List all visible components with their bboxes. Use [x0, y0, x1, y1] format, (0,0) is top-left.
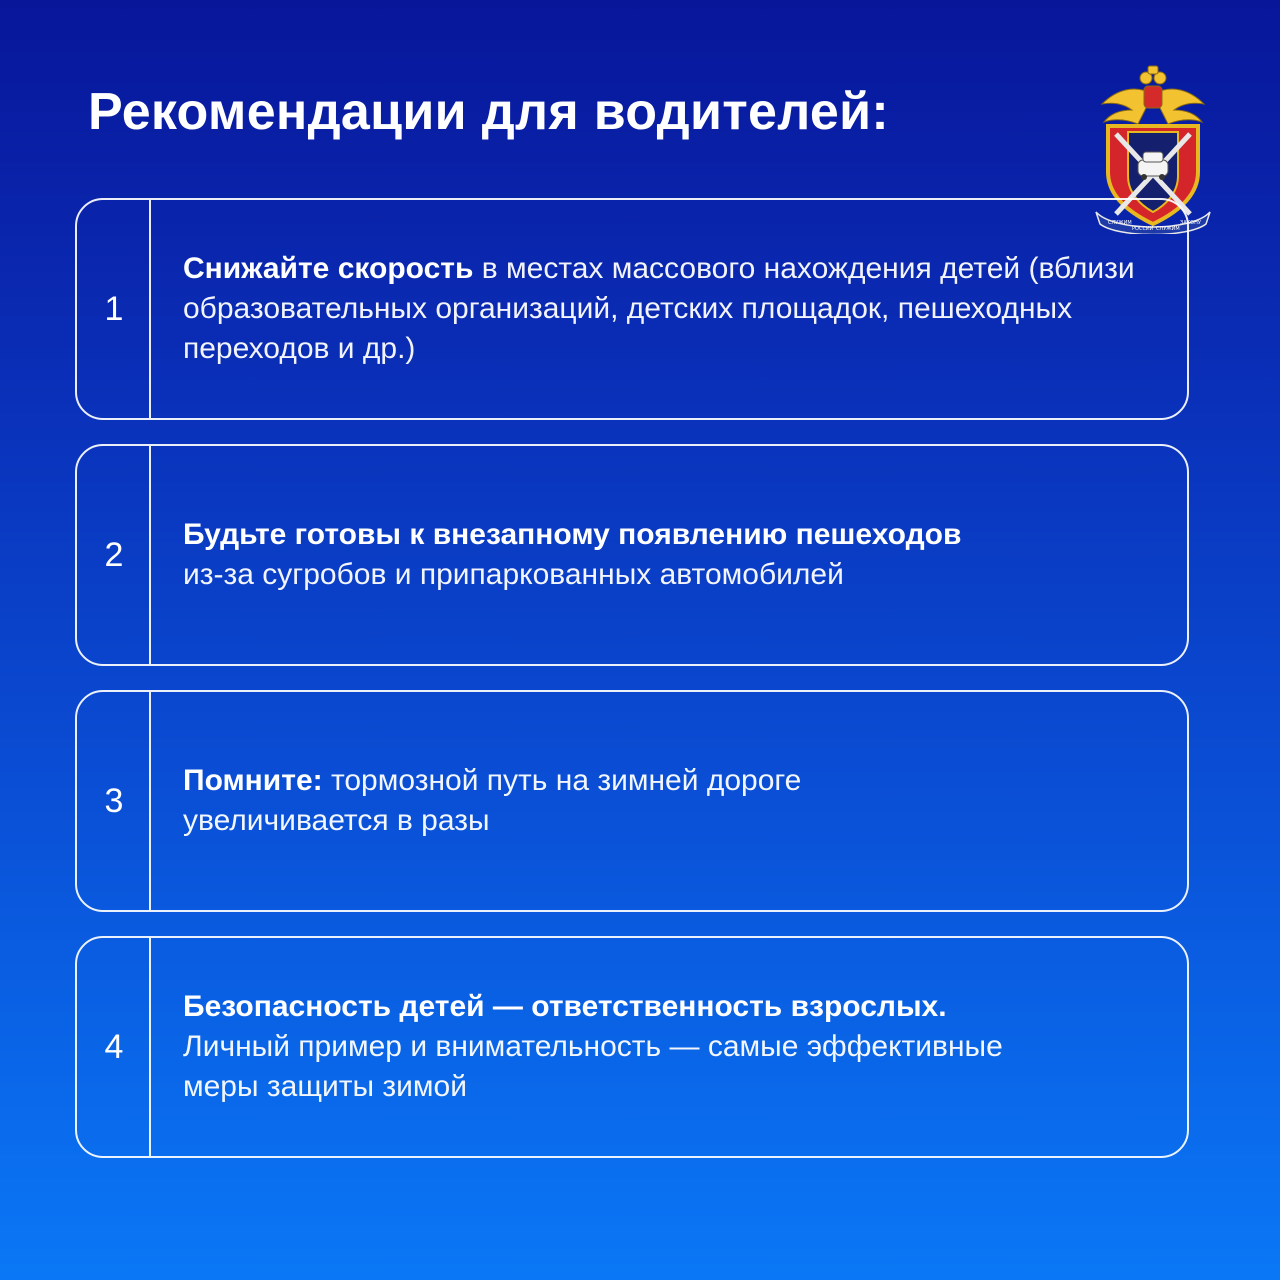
card-number: 3: [104, 781, 124, 820]
card-number: 4: [104, 1027, 124, 1066]
recommendation-card-4: [75, 936, 1189, 1158]
card-bold-text: Помните:: [183, 764, 323, 797]
card-body-text: Личный пример и внимательность — самые эффективные меры защиты зимой: [183, 1030, 1003, 1103]
card-bold-text: Будьте готовы к внезапному появлению пешеходов: [183, 518, 962, 551]
card-body-text: в местах массового нахождения детей (вблизи образовательных организаций, детских площадок, пешеходных переходов и др.): [183, 252, 1135, 365]
card-text: [183, 938, 1147, 1156]
card-number: 1: [104, 289, 124, 328]
recommendation-card-3: [75, 690, 1189, 912]
card-bold-text: Снижайте скорость: [183, 252, 474, 285]
card-text: [183, 446, 1147, 664]
svg-text:СЛУЖИМ: СЛУЖИМ: [1108, 220, 1132, 226]
recommendation-card-2: [75, 444, 1189, 666]
card-text: [183, 200, 1147, 418]
recommendation-card-1: [75, 198, 1189, 420]
card-body-text: из-за сугробов и припаркованных автомобилей: [183, 558, 844, 591]
svg-text:СЛУЖИМ: СЛУЖИМ: [1156, 226, 1180, 232]
card-bold-text: Безопасность детей — ответственность взрослых.: [183, 990, 947, 1023]
card-number: 2: [104, 535, 124, 574]
card-text: [183, 692, 1147, 910]
page-title: Рекомендации для водителей:: [88, 83, 889, 141]
svg-text:РОССИИ: РОССИИ: [1132, 226, 1154, 232]
svg-text:ЗАКОНУ: ЗАКОНУ: [1180, 220, 1201, 226]
card-body-text: тормозной путь на зимней дороге увеличивается в разы: [183, 764, 802, 837]
